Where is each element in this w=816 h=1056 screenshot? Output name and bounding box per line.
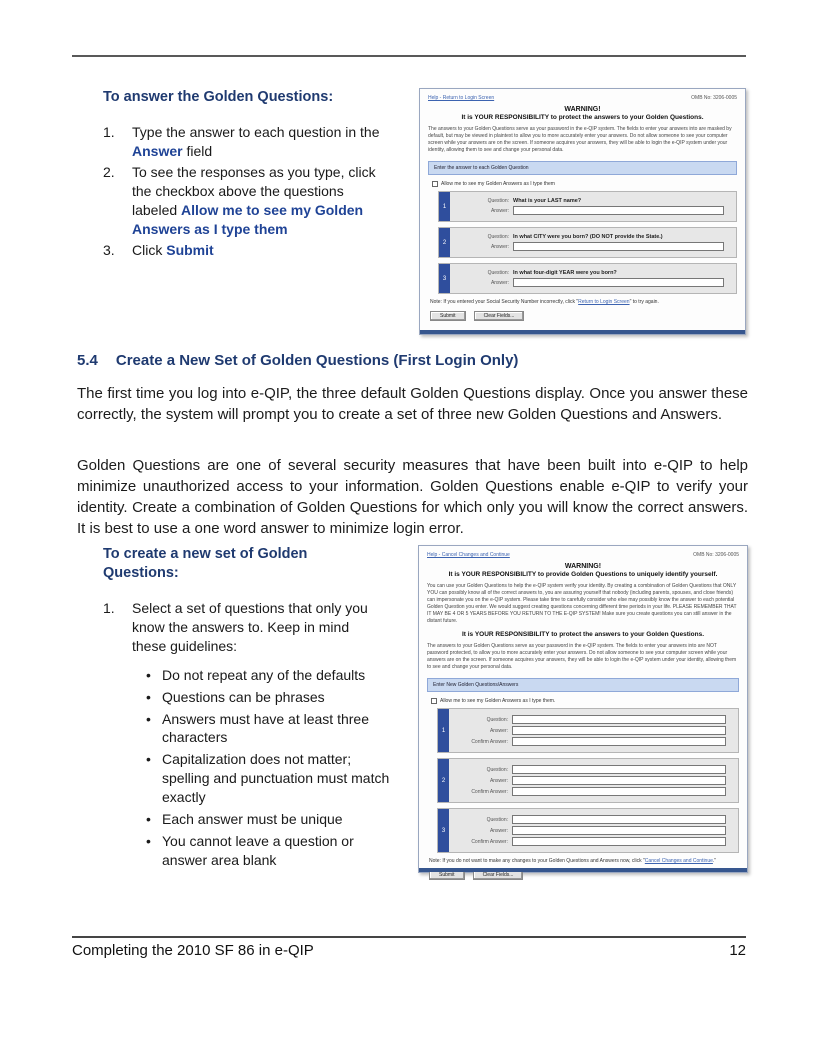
screenshot-create-golden-questions	[418, 545, 748, 878]
list-item	[103, 163, 402, 239]
question-input[interactable]	[512, 765, 726, 774]
question-number-tab: 3	[439, 264, 450, 293]
page-footer	[72, 936, 746, 959]
clear-fields-button[interactable]: Clear Fields...	[474, 311, 525, 321]
shot2-header	[427, 552, 739, 558]
list-item	[103, 750, 402, 807]
step-text-post: field	[182, 142, 213, 159]
answer-row	[457, 278, 730, 287]
confirm-answer-input[interactable]	[512, 837, 726, 846]
answer-label: Answer:	[489, 727, 508, 734]
list-item	[103, 710, 402, 748]
confirm-answer-label: Confirm Answer:	[471, 788, 508, 795]
list-item	[103, 666, 402, 685]
question-number-tab: 2	[438, 759, 449, 802]
answer-row	[456, 726, 732, 735]
step-number: 1.	[103, 123, 115, 140]
cancel-changes-link[interactable]: Help - Cancel Changes and Continue	[427, 552, 510, 558]
bullet-text: • Answers must have at least three characters	[162, 710, 369, 746]
return-to-login-note-link[interactable]: Return to Login Screen	[578, 299, 630, 305]
answer-instructions	[72, 88, 402, 335]
new-question-block-3	[437, 808, 739, 853]
list-item	[103, 832, 402, 870]
note-post: " to try again.	[629, 299, 659, 305]
section-title: Create a New Set of Golden Questions (First Login Only)	[115, 352, 519, 369]
step-number: 1.	[103, 599, 115, 616]
question-row	[456, 815, 732, 824]
confirm-answer-label: Confirm Answer:	[471, 738, 508, 745]
step-text-bold: Submit	[166, 242, 214, 259]
body-paragraph-1: The first time you log into e-QIP, the three default Golden Questions display. Once you answer these correctly, the system will prompt you to create a set of three new Golden Questions and Answers.	[77, 385, 748, 423]
bullet-text: • Capitalization does not matter; spelling and punctuation must match exactly	[162, 751, 390, 806]
create-steps	[103, 599, 402, 656]
window-bottom-bar	[419, 868, 747, 872]
step-text	[132, 163, 380, 239]
step-text	[132, 241, 380, 260]
question-text: In what four-digit YEAR were you born?	[513, 270, 617, 276]
answer-input[interactable]	[512, 726, 726, 735]
question-input[interactable]	[512, 715, 726, 724]
step-text-pre: Type the answer to each question in the	[132, 123, 380, 140]
answer-label: Answer:	[489, 827, 508, 834]
warning-body-text: You can use your Golden Questions to help the e-QIP system verify your identity. By creating a combination of Golden Questions that ONLY YOU can possibly know all of the correct answers to, you are assuring yourself that nobody (including parents, spouses, and close friends) can impersonate you on the e-QIP system. Please take time to carefully consider who else may possibly know the answer to each potential Golden Question you enter. We would suggest creating questions concerning different time periods in your life. PLEASE REMEMBER THAT IT MAY BE 4 OR 5 YEARS BEFORE YOU RETURN TO THE E-QIP SYSTEM! Make sure you create questions you can still answer in the distant future.	[427, 583, 737, 624]
warning-subtitle: It is YOUR RESPONSIBILITY to provide Golden Questions to uniquely identify yourself.	[448, 571, 718, 578]
step-text-bold: Allow me to see my Golden Answers as I type them	[132, 201, 364, 237]
list-item	[103, 688, 402, 707]
answer-input[interactable]	[513, 278, 724, 287]
section-answer-row	[72, 88, 746, 335]
question-number-tab: 2	[439, 228, 450, 257]
warning-subtitle: It is YOUR RESPONSIBILITY to protect the answers to your Golden Questions.	[461, 114, 704, 121]
answer-input[interactable]	[512, 826, 726, 835]
question-number-tab: 3	[438, 809, 449, 852]
ssn-note	[430, 299, 737, 305]
warning-body-text: The answers to your Golden Questions serve as your password in the e-QIP system. The fields to enter your answers into are masked by default, but may be viewed in plaintext to allow you to more accurately enter your answers. Do not allow someone to see your computer screen while your answers are on the screen. If someone acquires your answers, they will be able to login the e-QIP system under your identity, allowing them to see and change your personal data.	[428, 126, 732, 153]
confirm-answer-row	[456, 737, 732, 746]
question-number-tab: 1	[439, 192, 450, 221]
list-item	[103, 123, 402, 161]
submit-button[interactable]: Submit	[430, 311, 466, 321]
top-rule	[72, 55, 746, 57]
footer-page-number: 12	[729, 942, 746, 959]
question-input[interactable]	[512, 815, 726, 824]
warning-title: WARNING!	[564, 106, 601, 113]
answer-steps	[103, 123, 402, 260]
submit-button[interactable]: Submit	[429, 870, 465, 880]
return-to-login-link[interactable]: Help - Return to Login Screen	[428, 95, 495, 101]
answer-label: Answer:	[490, 207, 509, 214]
confirm-answer-input[interactable]	[512, 787, 726, 796]
warning-body-text-2: The answers to your Golden Questions serve as your password in the e-QIP system. The fields to enter your answers into are NOT password protected, to allow you to more accurately enter your answers. Do not allow someone to see your computer screen while your answers are on the screen. If someone acquires your answers, they will be able to login the e-QIP system under your identity, allowing them to see and change your personal data.	[427, 643, 737, 670]
show-answers-checkbox[interactable]	[432, 181, 438, 187]
create-heading: To create a new set of Golden Questions:	[103, 546, 308, 581]
cancel-changes-note-link[interactable]: Cancel Changes and Continue	[644, 858, 713, 864]
new-question-block-2	[437, 758, 739, 803]
step-text-pre: Click	[132, 242, 167, 259]
section-create-row	[72, 545, 748, 878]
window-bottom-bar	[420, 330, 745, 334]
section-number: 5.4	[77, 352, 98, 369]
question-text: What is your LAST name?	[513, 198, 582, 204]
guidelines-list	[103, 666, 402, 870]
answer-label: Answer:	[490, 279, 509, 286]
question-row	[457, 198, 730, 204]
question-label: Question:	[487, 198, 509, 204]
body-paragraph-2: Golden Questions are one of several security measures that have been built into e-QIP to help minimize unauthorized access to your information. Golden Questions enable e-QIP to verify your identity. Create a combination of Golden Questions for which only you will know the correct answers. It is best to use a one word answer to minimize login error.	[77, 457, 748, 537]
show-answers-checkbox-row	[432, 181, 737, 187]
answer-row	[456, 776, 732, 785]
step-text-bold: Answer	[132, 142, 183, 159]
question-label: Question:	[487, 270, 509, 276]
bullet-text: • Do not repeat any of the defaults	[162, 666, 366, 683]
question-label: Question:	[487, 234, 509, 240]
step-number: 2.	[103, 163, 115, 180]
golden-question-block-3	[438, 263, 737, 294]
list-item	[103, 599, 402, 656]
question-row	[456, 765, 732, 774]
shot1-header	[428, 95, 737, 101]
golden-question-block-2	[438, 227, 737, 258]
confirm-answer-input[interactable]	[512, 737, 726, 746]
answer-input[interactable]	[513, 206, 724, 215]
new-question-block-1	[437, 708, 739, 753]
show-answers-checkbox-label: Allow me to see my Golden Answers as I type them	[441, 181, 555, 187]
note-pre: Note: If you do not want to make any changes to your Golden Questions and Answers now, click "	[429, 858, 645, 864]
question-number-tab: 1	[438, 709, 449, 752]
question-label: Question:	[486, 716, 508, 723]
answer-input[interactable]	[512, 776, 726, 785]
omb-number: OMB No: 3206-0005	[693, 552, 739, 558]
bullet-text: • Each answer must be unique	[162, 811, 343, 828]
question-row	[457, 234, 730, 240]
shot1-buttons	[430, 311, 737, 321]
create-instructions	[72, 545, 402, 873]
step-text	[132, 123, 380, 161]
question-row	[456, 715, 732, 724]
answer-row	[457, 206, 730, 215]
list-item	[103, 810, 402, 829]
warning-title: WARNING!	[564, 563, 602, 570]
list-item	[103, 241, 402, 260]
answer-label: Answer:	[489, 777, 508, 784]
show-answers-checkbox[interactable]	[431, 698, 437, 704]
answer-input[interactable]	[513, 242, 724, 251]
answer-row	[456, 826, 732, 835]
step-number: 3.	[103, 242, 115, 259]
instruction-banner: Enter the answer to each Golden Question	[428, 161, 737, 175]
answer-heading: To answer the Golden Questions:	[103, 89, 334, 105]
question-text: In what CITY were you born? (DO NOT provide the State.)	[513, 234, 663, 240]
note-pre: Note: If you entered your Social Security Number incorrectly, click "	[430, 299, 579, 305]
golden-question-block-1	[438, 191, 737, 222]
cancel-changes-note	[429, 858, 739, 864]
bullet-text: • Questions can be phrases	[162, 688, 325, 705]
answer-row	[457, 242, 730, 251]
confirm-answer-row	[456, 787, 732, 796]
question-row	[457, 270, 730, 276]
bullet-text: • You cannot leave a question or answer area blank	[162, 832, 354, 868]
section-5-4-heading	[77, 352, 518, 369]
answer-label: Answer:	[490, 243, 509, 250]
note-post: ."	[712, 858, 717, 864]
omb-number: OMB No: 3206-0005	[691, 95, 737, 101]
step-text: Select a set of questions that only you know the answers to. Keep in mind these guidelines:	[132, 599, 368, 654]
confirm-answer-row	[456, 837, 732, 846]
question-label: Question:	[486, 816, 508, 823]
instruction-banner: Enter New Golden Questions/Answers	[427, 678, 739, 692]
screenshot-answer-golden-questions	[419, 88, 746, 335]
show-answers-checkbox-row	[431, 698, 739, 704]
confirm-answer-label: Confirm Answer:	[471, 838, 508, 845]
step-text-pre: To see the responses as you type, click the checkbox above the questions labeled	[132, 163, 376, 218]
warning-subtitle-2: It is YOUR RESPONSIBILITY to protect the answers to your Golden Questions.	[461, 631, 705, 638]
show-answers-checkbox-label: Allow me to see my Golden Answers as I type them.	[440, 698, 556, 704]
footer-title: Completing the 2010 SF 86 in e-QIP	[72, 942, 314, 959]
question-label: Question:	[486, 766, 508, 773]
clear-fields-button[interactable]: Clear Fields...	[473, 870, 524, 880]
